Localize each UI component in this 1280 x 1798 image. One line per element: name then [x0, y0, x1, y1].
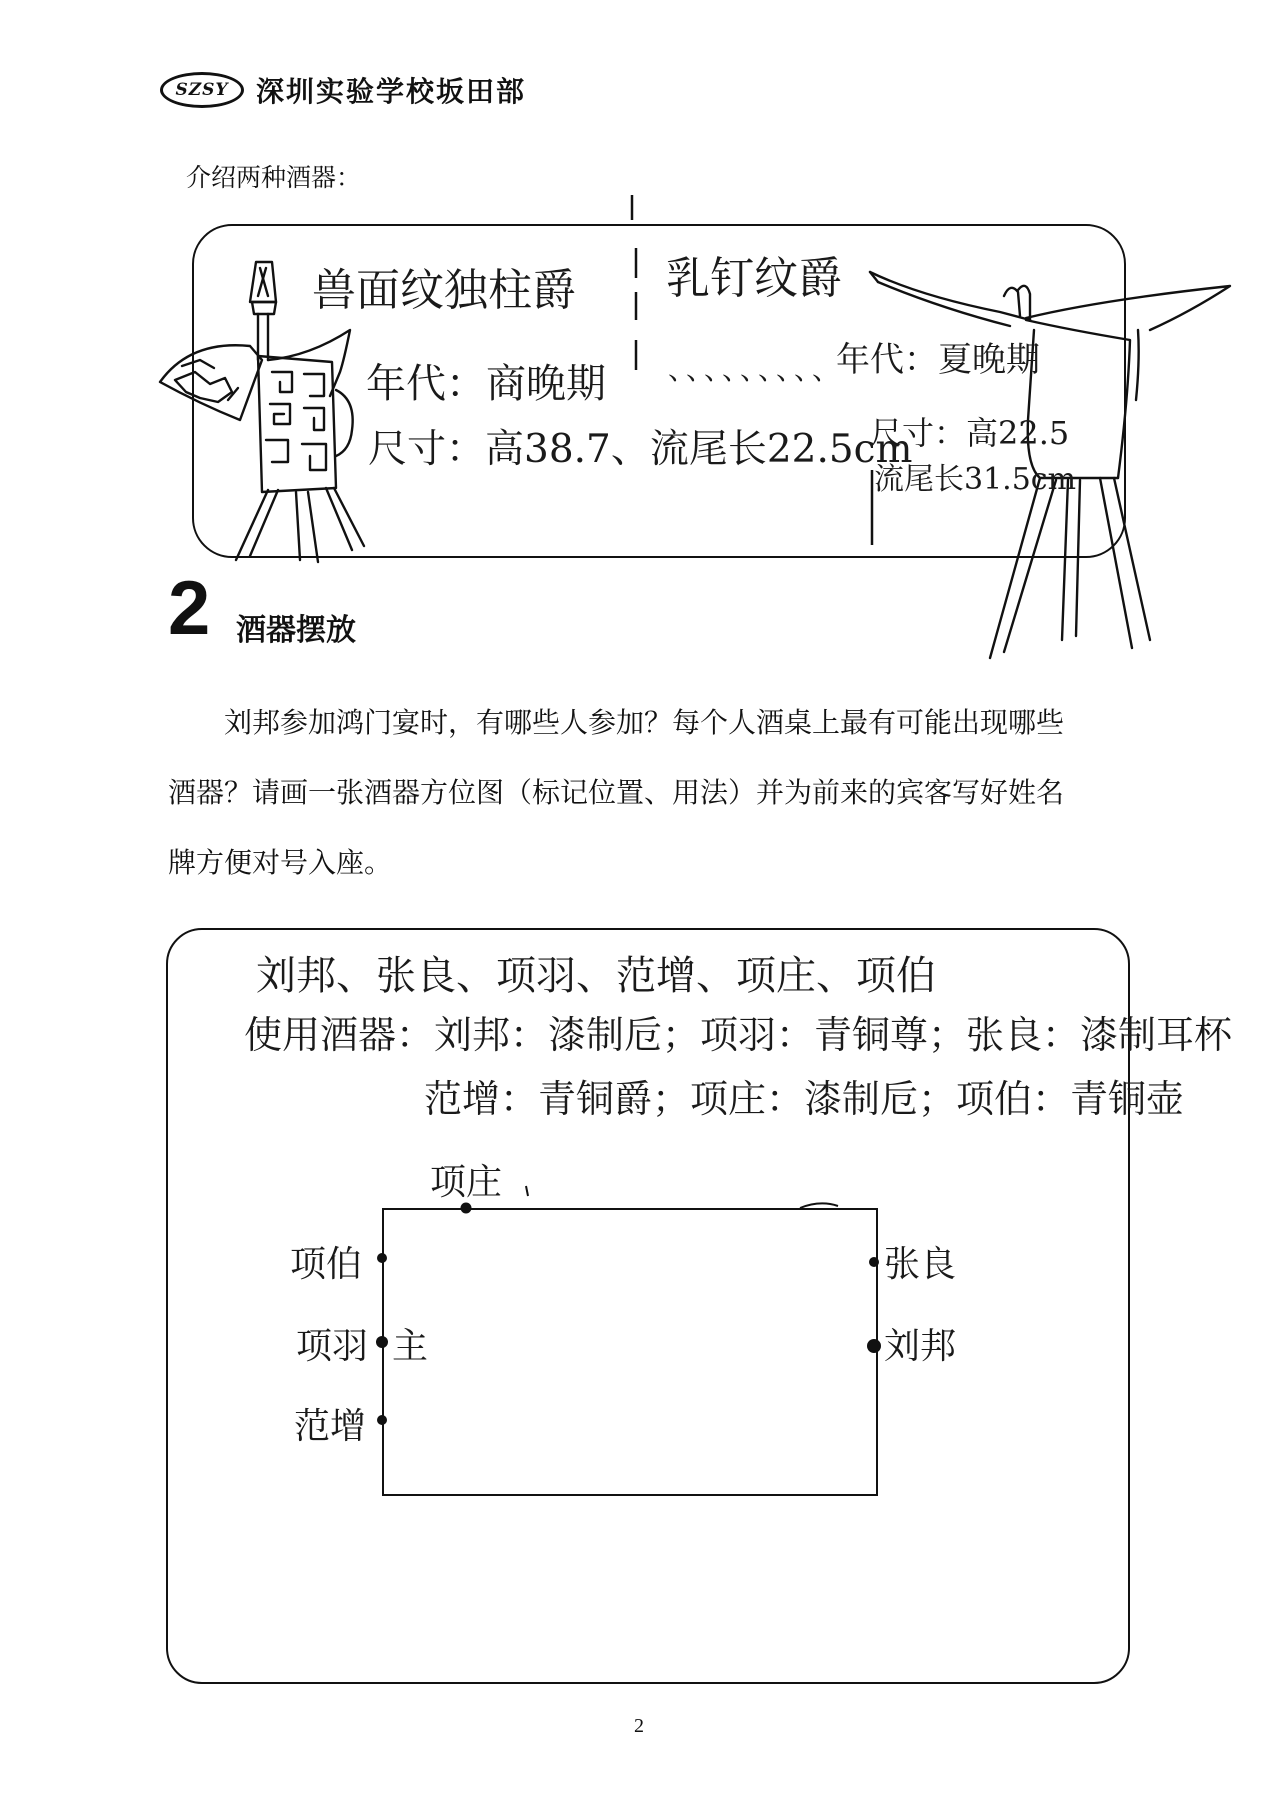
- school-name: 深圳实验学校坂田部: [256, 75, 527, 108]
- section2-title: 酒器摆放: [236, 613, 356, 648]
- vessel-usage-line-2: 范增：青铜爵；项庄：漆制卮；项伯：青铜壶: [424, 1077, 1185, 1121]
- seat-label-left-1: 项伯: [290, 1244, 363, 1285]
- vessel-left-size: 尺寸：高38.7、流尾长22.5cm: [368, 427, 913, 472]
- vessel-left-era: 年代：商晚期: [366, 361, 606, 407]
- seat-label-left-2: 项羽: [296, 1326, 369, 1367]
- banquet-table: [382, 1208, 878, 1496]
- vessel-right-name: 乳钉纹爵: [666, 253, 842, 304]
- seat-label-right-1: 张良: [884, 1244, 957, 1285]
- page-header: [160, 68, 526, 112]
- section2-number: 2: [168, 566, 211, 651]
- vessel-right-era: 年代：夏晚期: [836, 340, 1040, 380]
- vessel-right-size-line1: 尺寸：高22.5: [870, 414, 1070, 452]
- question-line-1: 刘邦参加鸿门宴时，有哪些人参加？每个人酒桌上最有可能出现哪些: [224, 706, 1065, 739]
- seat-label-left-3: 范增: [294, 1406, 367, 1447]
- vessel-usage-line-1: 使用酒器：刘邦：漆制卮；项羽：青铜尊；张良：漆制耳杯: [244, 1013, 1233, 1057]
- question-line-3: 牌方便对号入座。: [168, 846, 393, 879]
- vessel-right-era-marks: 、、、、、、、、、: [668, 353, 845, 386]
- seat-label-top: 项庄: [430, 1162, 503, 1203]
- section1-intro: 介绍两种酒器：: [186, 163, 362, 192]
- host-mark: 主: [392, 1326, 429, 1367]
- page-number: 2: [634, 1715, 644, 1737]
- seat-label-right-2: 刘邦: [884, 1326, 957, 1367]
- vessel-left-name: 兽面纹独柱爵: [312, 265, 576, 316]
- school-logo: SZSY: [160, 72, 244, 108]
- vessel-right-size-line2: 流尾长31.5cm: [874, 462, 1077, 497]
- question-line-2: 酒器？请画一张酒器方位图（标记位置、用法）并为前来的宾客写好姓名: [168, 776, 1065, 809]
- guest-list: 刘邦、张良、项羽、范增、项庄、项伯: [256, 953, 936, 999]
